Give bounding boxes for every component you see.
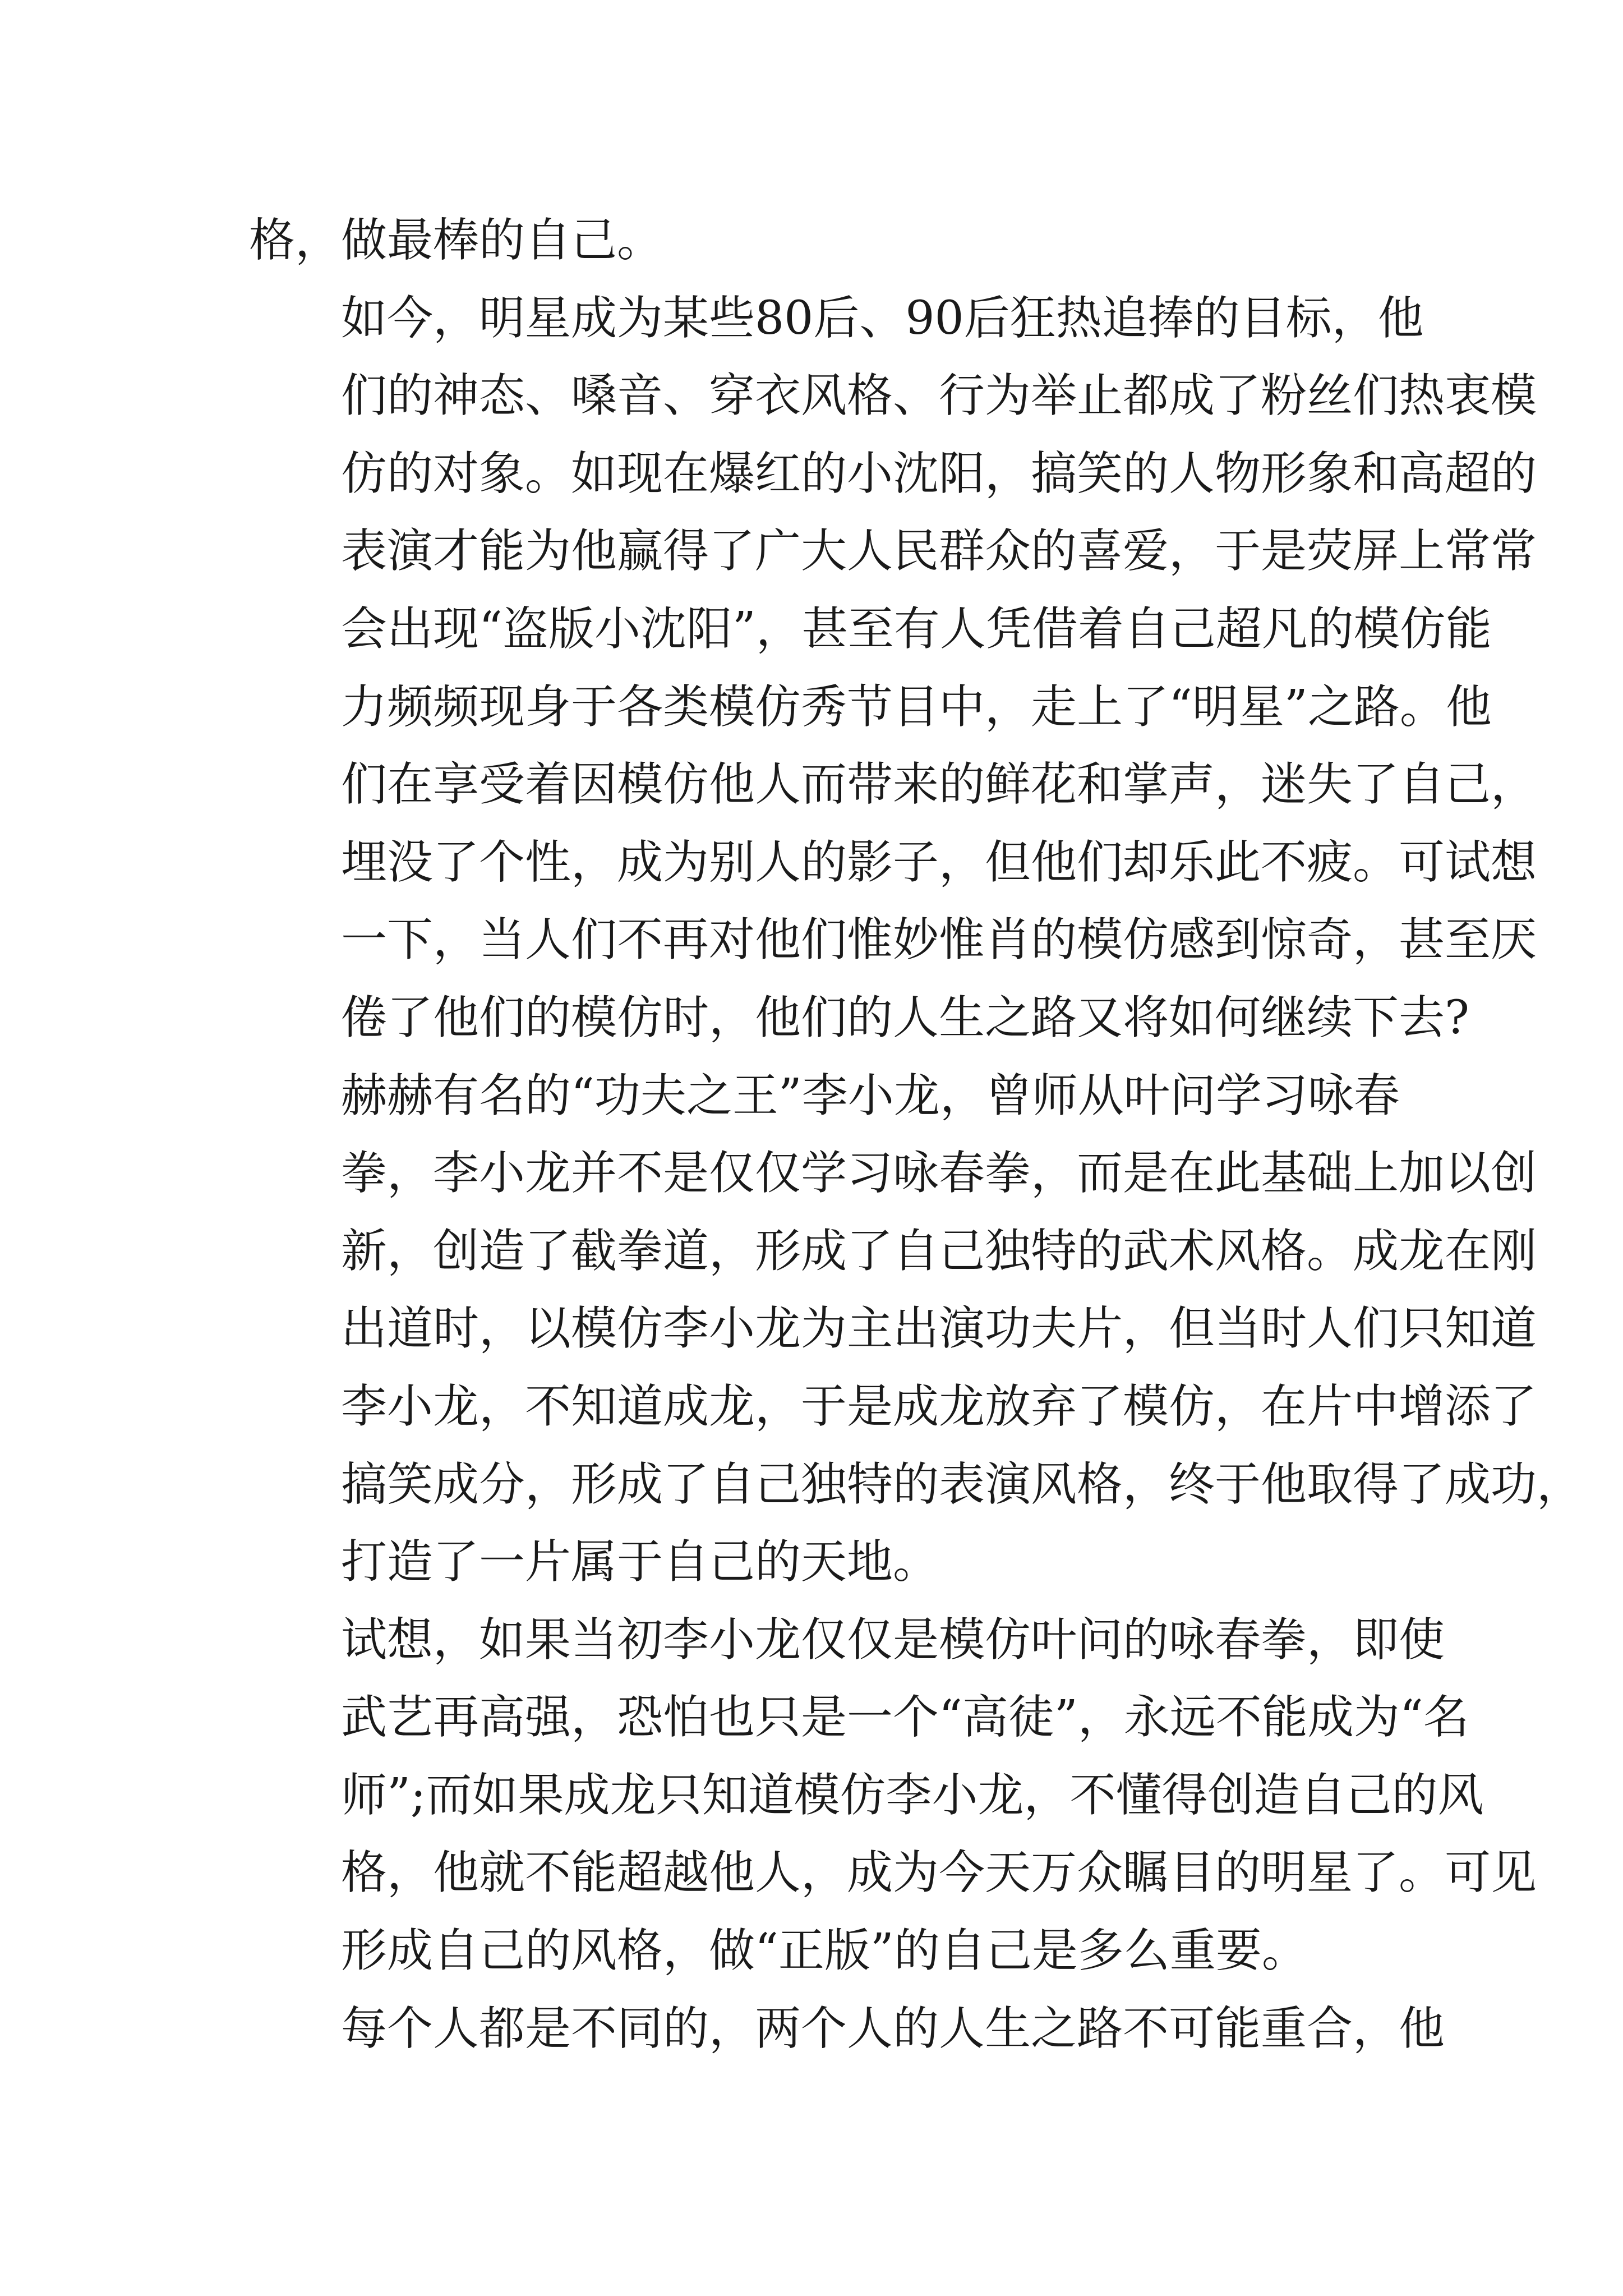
- text-line: 格，做最棒的自己。: [249, 214, 663, 267]
- text-line: 如今，明星成为某些80后、90后狂热追捧的目标，他: [341, 291, 1424, 345]
- text-line: 一下，当人们不再对他们惟妙惟肖的模仿感到惊奇，甚至厌: [341, 913, 1537, 967]
- text-line: 试想，如果当初李小龙仅仅是模仿叶问的咏春拳，即使: [341, 1613, 1445, 1667]
- text-line: 每个人都是不同的，两个人的人生之路不可能重合，他: [341, 2001, 1445, 2055]
- text-line: 格，他就不能超越他人，成为今天万众瞩目的明星了。可见: [341, 1846, 1537, 1900]
- text-line: 形成自己的风格，做“正版”的自己是多么重要。: [341, 1924, 1308, 1978]
- text-line: 倦了他们的模仿时，他们的人生之路又将如何继续下去?: [341, 991, 1469, 1045]
- text-line: 表演才能为他赢得了广大人民群众的喜爱，于是荧屏上常常: [341, 524, 1537, 578]
- text-line: 们在享受着因模仿他人而带来的鲜花和掌声，迷失了自己，: [341, 758, 1537, 812]
- text-line: 们的神态、嗓音、穿衣风格、行为举止都成了粉丝们热衷模: [341, 369, 1537, 423]
- text-line: 埋没了个性，成为别人的影子，但他们却乐此不疲。可试想: [341, 835, 1537, 889]
- text-line: 李小龙，不知道成龙，于是成龙放弃了模仿，在片中增添了: [341, 1379, 1537, 1433]
- text-line: 赫赫有名的“功夫之王”李小龙，曾师从叶问学习咏春: [341, 1069, 1400, 1122]
- text-line: 力频频现身于各类模仿秀节目中，走上了“明星”之路。他: [341, 680, 1492, 734]
- text-line: 搞笑成分，形成了自己独特的表演风格，终于他取得了成功，: [341, 1457, 1583, 1511]
- paragraph-celebrity-imitation: [249, 280, 1537, 1057]
- paragraph-what-if: [249, 1602, 1537, 1990]
- text-line: 武艺再高强，恐怕也只是一个“高徒”，永远不能成为“名: [341, 1691, 1469, 1745]
- body-text: [249, 202, 1583, 2068]
- paragraph-continuation: [249, 202, 1393, 280]
- text-line: 会出现“盗版小沈阳”，甚至有人凭借着自己超凡的模仿能: [341, 602, 1492, 656]
- text-line: 新，创造了截拳道，形成了自己独特的武术风格。成龙在刚: [341, 1224, 1537, 1278]
- paragraph-everyone-different: [249, 1990, 1445, 2068]
- text-line: 师”;而如果成龙只知道模仿李小龙，不懂得创造自己的风: [341, 1768, 1484, 1822]
- text-line: 拳，李小龙并不是仅仅学习咏春拳，而是在此基础上加以创: [341, 1147, 1537, 1200]
- paragraph-bruce-lee-jackie-chan: [249, 1057, 1583, 1602]
- text-line: 出道时，以模仿李小龙为主出演功夫片，但当时人们只知道: [341, 1302, 1537, 1356]
- text-line: 打造了一片属于自己的天地。: [341, 1535, 939, 1589]
- text-line: 仿的对象。如现在爆红的小沈阳，搞笑的人物形象和高超的: [341, 447, 1537, 500]
